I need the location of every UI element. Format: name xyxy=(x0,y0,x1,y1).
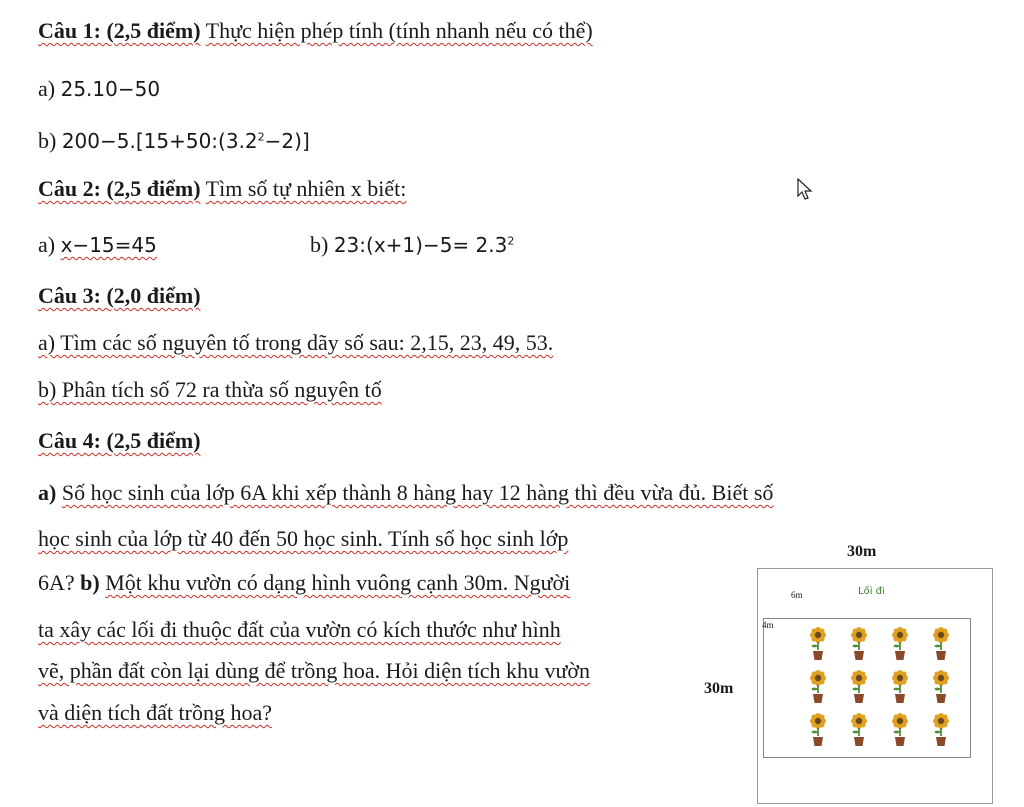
q3-heading-line xyxy=(38,283,201,309)
q4-line-3 xyxy=(38,570,570,596)
flower-pot-icon xyxy=(849,712,869,753)
q1-heading-line xyxy=(38,18,593,44)
q1-heading: Câu 1: (2,5 điểm) xyxy=(38,18,201,43)
q4-line-2: học sinh của lớp từ 40 đến 50 học sinh. Tính số học sinh lớp xyxy=(38,526,569,551)
q4-heading-line xyxy=(38,428,201,454)
flower-pot-icon xyxy=(931,669,951,710)
flower-pot-icon xyxy=(890,626,910,667)
q2-b-label: b) xyxy=(310,232,329,257)
q2-a-expression: x−15=45 xyxy=(60,233,157,257)
q4-b-text-1: Một khu vườn có dạng hình vuông cạnh 30m. Người xyxy=(105,570,571,595)
q4-line-5: vẽ, phần đất còn lại dùng để trồng hoa. Hỏi diện tích khu vườn xyxy=(38,658,591,683)
flower-pot-icon xyxy=(849,669,869,710)
q1-part-b xyxy=(38,128,310,154)
q4-a-question: 6A? xyxy=(38,570,75,595)
q1-a-label: a) xyxy=(38,76,56,101)
q2-part-a xyxy=(38,232,157,258)
path-label: Lối đi xyxy=(858,586,885,597)
flower-pot-icon xyxy=(808,626,828,667)
q1-b-expression: $200-5.[15+50:(3.2^2-2)]$ xyxy=(61,129,310,153)
q2-b-expression: 23:(x+1)−5= $2.3^2$ xyxy=(333,233,515,257)
path-width-label: 6m xyxy=(791,590,803,600)
q2-a-label: a) xyxy=(38,232,56,257)
q2-heading: Câu 2: (2,5 điểm) xyxy=(38,176,201,201)
flower-pot-icon xyxy=(849,626,869,667)
flower-pot-icon xyxy=(931,712,951,753)
q1-part-a xyxy=(38,76,160,102)
q2-part-b xyxy=(310,232,514,258)
q2-instruction: Tìm số tự nhiên x biết: xyxy=(205,176,407,201)
q4-b-label: b) xyxy=(80,570,100,595)
q4-a-label: a) xyxy=(38,480,57,505)
flower-pot-icon xyxy=(890,669,910,710)
q1-b-label: b) xyxy=(38,128,57,153)
figure-top-dimension: 30m xyxy=(847,543,877,560)
flower-pot-icon xyxy=(931,626,951,667)
q4-line-1 xyxy=(38,480,773,506)
q4-line-6: và diện tích đất trồng hoa? xyxy=(38,700,272,725)
q2-heading-line xyxy=(38,176,406,202)
inner-dimension-label: 4m xyxy=(762,620,774,630)
q3-part-b: b) Phân tích số 72 ra thừa số nguyên tố xyxy=(38,377,382,402)
q4-heading: Câu 4: (2,5 điểm) xyxy=(38,428,201,453)
q4-a-text-1: Số học sinh của lớp 6A khi xếp thành 8 hàng hay 12 hàng thì đều vừa đủ. Biết số xyxy=(61,480,774,505)
figure-side-dimension: 30m xyxy=(704,680,734,697)
q3-heading: Câu 3: (2,0 điểm) xyxy=(38,283,201,308)
flower-pot-icon xyxy=(890,712,910,753)
mouse-cursor-icon xyxy=(797,178,813,202)
q1-a-expression: 25.10−50 xyxy=(60,77,161,101)
q4-line-4: ta xây các lối đi thuộc đất của vườn có kích thước như hình xyxy=(38,617,561,642)
q1-instruction: Thực hiện phép tính (tính nhanh nếu có thể) xyxy=(205,18,593,43)
flower-pot-icon xyxy=(808,712,828,753)
q3-part-a: a) Tìm các số nguyên tố trong dãy số sau: 2,15, 23, 49, 53. xyxy=(38,330,554,355)
flower-pot-icon xyxy=(808,669,828,710)
